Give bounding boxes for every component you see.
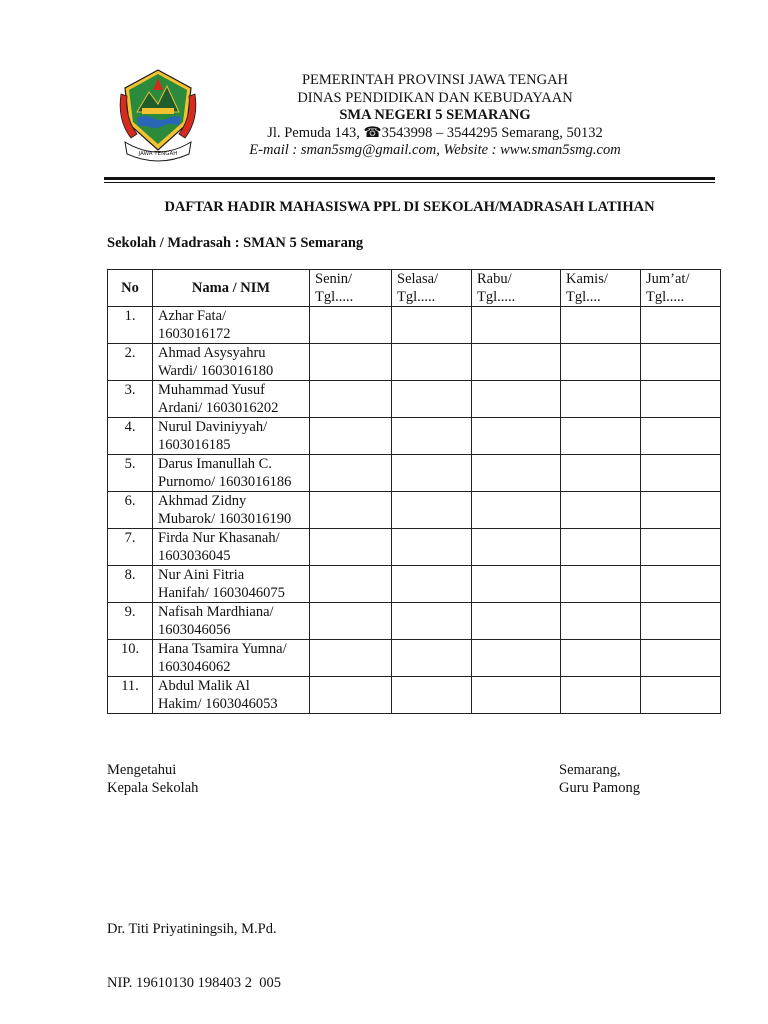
- attendance-cell: [561, 640, 641, 677]
- attendance-cell: [472, 492, 561, 529]
- table-row: [108, 677, 721, 714]
- header-day: Rabu/ Tgl.....: [472, 270, 561, 307]
- header-day: Jum’at/ Tgl.....: [641, 270, 721, 307]
- attendance-cell: [392, 529, 472, 566]
- name-line: Nafisah Mardhiana/: [158, 604, 274, 620]
- table-row: [108, 492, 721, 529]
- provincial-emblem-logo: [115, 64, 201, 164]
- name-line: Ahmad Asysyahru: [158, 345, 266, 361]
- attendance-cell: [310, 381, 392, 418]
- nim-line: 1603016172: [158, 326, 231, 342]
- table-header-row: [108, 270, 721, 307]
- table-row: [108, 603, 721, 640]
- row-name-nim: [153, 566, 310, 603]
- name-line: Akhmad Zidny: [158, 493, 247, 509]
- attendance-cell: [641, 492, 721, 529]
- attendance-cell: [641, 455, 721, 492]
- attendance-cell: [472, 566, 561, 603]
- row-number: 6.: [108, 492, 153, 529]
- letterhead-address: Jl. Pemuda 143, ☎3543998 – 3544295 Semarang, 50132: [267, 124, 603, 141]
- attendance-cell: [392, 492, 472, 529]
- nim-line: Hakim/ 1603046053: [158, 696, 278, 712]
- attendance-cell: [472, 307, 561, 344]
- attendance-cell: [561, 307, 641, 344]
- row-name-nim: [153, 677, 310, 714]
- nim-line: Mubarok/ 1603016190: [158, 511, 292, 527]
- school-label: Sekolah / Madrasah : SMAN 5 Semarang: [107, 235, 364, 251]
- row-name-nim: [153, 529, 310, 566]
- attendance-cell: [392, 344, 472, 381]
- table-row: [108, 381, 721, 418]
- attendance-cell: [392, 455, 472, 492]
- row-number: 4.: [108, 418, 153, 455]
- attendance-cell: [472, 418, 561, 455]
- row-name-nim: [153, 603, 310, 640]
- table-row: [108, 418, 721, 455]
- row-number: 7.: [108, 529, 153, 566]
- signature-right-block: [559, 761, 640, 797]
- attendance-cell: [472, 344, 561, 381]
- table-row: [108, 640, 721, 677]
- signature-acknowledged: Mengetahui: [107, 762, 177, 778]
- header-nama-nim: Nama / NIM: [153, 270, 310, 307]
- attendance-table: [107, 269, 721, 714]
- name-line: Nur Aini Fitria: [158, 567, 245, 583]
- attendance-cell: [392, 603, 472, 640]
- row-name-nim: [153, 492, 310, 529]
- signer-name: Dr. Titi Priyatiningsih, M.Pd.: [107, 921, 277, 937]
- attendance-cell: [561, 677, 641, 714]
- attendance-cell: [641, 529, 721, 566]
- name-line: Hana Tsamira Yumna/: [158, 641, 287, 657]
- attendance-cell: [561, 566, 641, 603]
- attendance-cell: [472, 455, 561, 492]
- attendance-cell: [392, 307, 472, 344]
- attendance-cell: [392, 640, 472, 677]
- signature-place-date: Semarang,: [559, 762, 621, 778]
- attendance-cell: [310, 677, 392, 714]
- nim-line: Hanifah/ 1603046075: [158, 585, 285, 601]
- signer-nip: NIP. 19610130 198403 2 005: [107, 975, 282, 991]
- attendance-cell: [561, 418, 641, 455]
- nim-line: 1603046056: [158, 622, 231, 638]
- attendance-cell: [641, 381, 721, 418]
- nim-line: 1603016185: [158, 437, 231, 453]
- row-number: 3.: [108, 381, 153, 418]
- row-name-nim: [153, 307, 310, 344]
- attendance-cell: [641, 566, 721, 603]
- attendance-cell: [561, 344, 641, 381]
- attendance-cell: [561, 455, 641, 492]
- letterhead: [205, 72, 665, 160]
- attendance-cell: [310, 307, 392, 344]
- attendance-cell: [641, 418, 721, 455]
- row-name-nim: [153, 344, 310, 381]
- table-row: [108, 455, 721, 492]
- row-number: 2.: [108, 344, 153, 381]
- attendance-cell: [392, 566, 472, 603]
- header-day: Selasa/ Tgl.....: [392, 270, 472, 307]
- signer-block: [107, 884, 281, 1010]
- row-number: 8.: [108, 566, 153, 603]
- table-row: [108, 344, 721, 381]
- attendance-cell: [641, 603, 721, 640]
- letterhead-contact: E-mail : sman5smg@gmail.com, Website : www.sman5smg.com: [249, 142, 621, 158]
- table-row: [108, 529, 721, 566]
- emblem-motto-text: JAWA TENGAH: [138, 151, 178, 157]
- attendance-cell: [392, 381, 472, 418]
- attendance-cell: [472, 640, 561, 677]
- attendance-cell: [472, 603, 561, 640]
- attendance-cell: [392, 677, 472, 714]
- attendance-cell: [472, 381, 561, 418]
- name-line: Muhammad Yusuf: [158, 382, 265, 398]
- row-number: 5.: [108, 455, 153, 492]
- letterhead-department: DINAS PENDIDIKAN DAN KEBUDAYAAN: [297, 89, 573, 106]
- attendance-cell: [561, 529, 641, 566]
- signature-left-block: [107, 761, 198, 797]
- header-day: Senin/ Tgl.....: [310, 270, 392, 307]
- row-name-nim: [153, 418, 310, 455]
- table-row: [108, 307, 721, 344]
- document-title: DAFTAR HADIR MAHASISWA PPL DI SEKOLAH/MADRASAH LATIHAN: [164, 199, 655, 215]
- attendance-cell: [310, 418, 392, 455]
- table-row: [108, 566, 721, 603]
- attendance-cell: [561, 381, 641, 418]
- name-line: Firda Nur Khasanah/: [158, 530, 280, 546]
- nim-line: 1603036045: [158, 548, 231, 564]
- row-number: 11.: [108, 677, 153, 714]
- name-line: Darus Imanullah C.: [158, 456, 272, 472]
- name-line: Azhar Fata/: [158, 308, 227, 324]
- attendance-cell: [641, 677, 721, 714]
- nim-line: Ardani/ 1603016202: [158, 400, 279, 416]
- name-line: Nurul Daviniyyah/: [158, 419, 268, 435]
- letterhead-school-name: SMA NEGERI 5 SEMARANG: [339, 107, 531, 123]
- row-number: 1.: [108, 307, 153, 344]
- attendance-cell: [561, 603, 641, 640]
- letterhead-divider-thin: [104, 182, 715, 183]
- header-day: Kamis/ Tgl....: [561, 270, 641, 307]
- attendance-cell: [641, 307, 721, 344]
- attendance-cell: [310, 566, 392, 603]
- letterhead-divider-thick: [104, 177, 715, 180]
- nim-line: Purnomo/ 1603016186: [158, 474, 292, 490]
- attendance-cell: [310, 640, 392, 677]
- attendance-cell: [561, 492, 641, 529]
- attendance-cell: [310, 492, 392, 529]
- attendance-cell: [310, 455, 392, 492]
- row-name-nim: [153, 381, 310, 418]
- attendance-cell: [472, 529, 561, 566]
- signature-mentor-title: Guru Pamong: [559, 780, 640, 796]
- header-no: No: [108, 270, 153, 307]
- attendance-cell: [392, 418, 472, 455]
- letterhead-government: PEMERINTAH PROVINSI JAWA TENGAH: [301, 72, 569, 88]
- row-number: 9.: [108, 603, 153, 640]
- name-line: Abdul Malik Al: [158, 678, 250, 694]
- nim-line: Wardi/ 1603016180: [158, 363, 274, 379]
- signature-principal-title: Kepala Sekolah: [107, 780, 199, 796]
- attendance-cell: [641, 640, 721, 677]
- nim-line: 1603046062: [158, 659, 231, 675]
- attendance-cell: [310, 344, 392, 381]
- attendance-cell: [310, 529, 392, 566]
- attendance-cell: [472, 677, 561, 714]
- row-number: 10.: [108, 640, 153, 677]
- attendance-cell: [310, 603, 392, 640]
- attendance-cell: [641, 344, 721, 381]
- row-name-nim: [153, 640, 310, 677]
- row-name-nim: [153, 455, 310, 492]
